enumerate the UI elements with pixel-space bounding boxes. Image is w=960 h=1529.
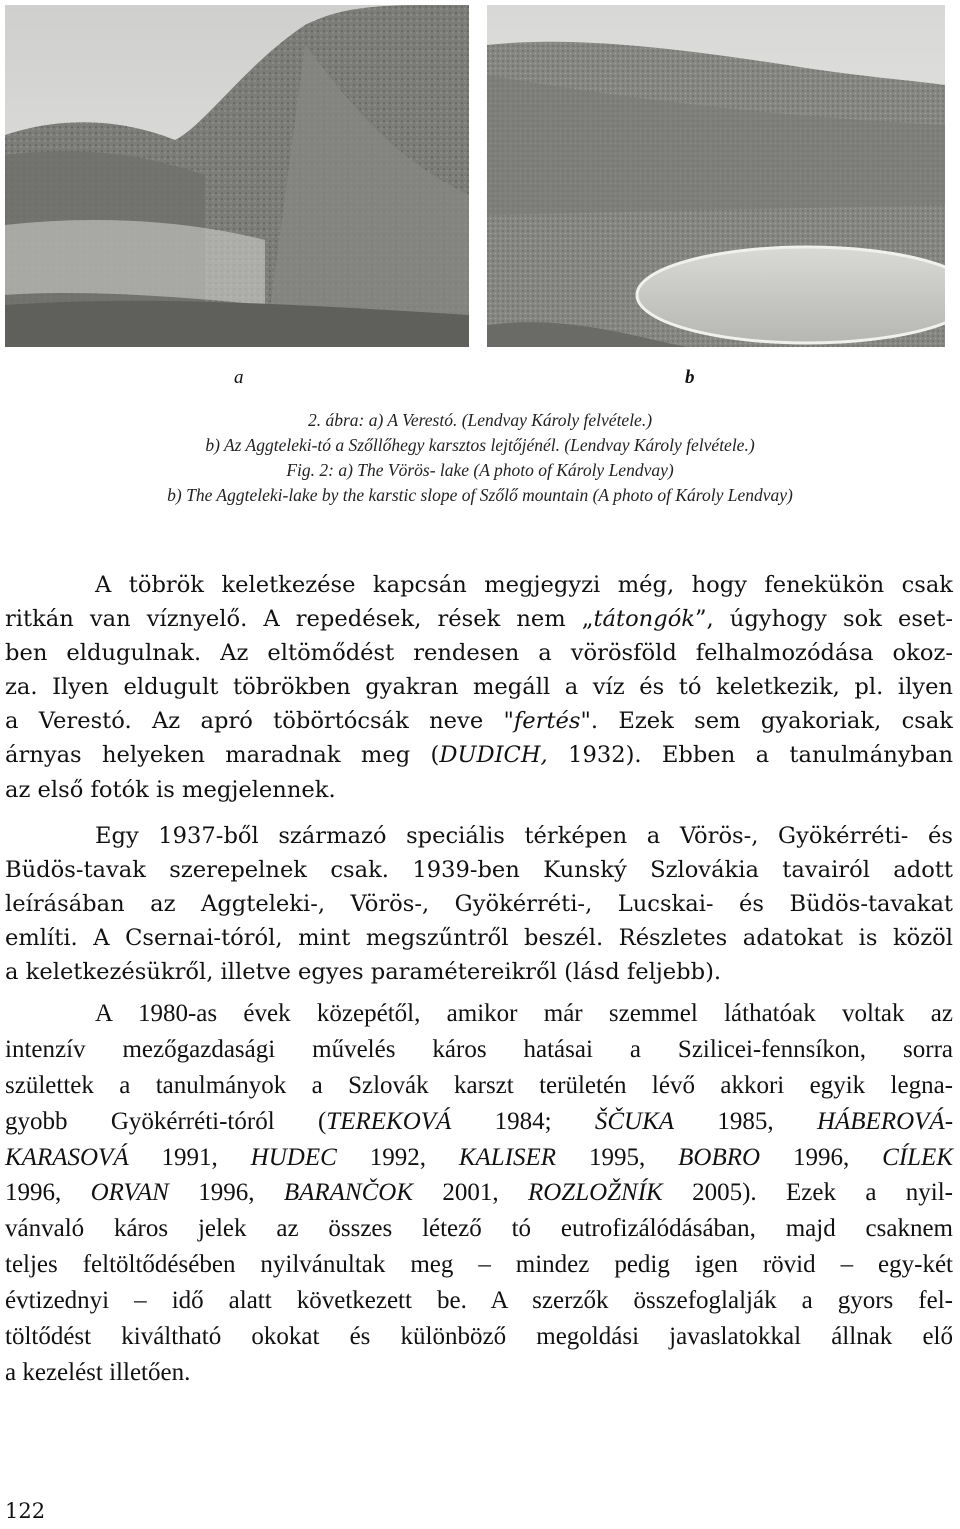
text-line: vánvaló káros jelek az összes létező tó eutrofizálódásában, majd csaknem xyxy=(5,1215,953,1243)
text-line: az első fotók is megjelennek. xyxy=(5,776,336,803)
paragraph-2 xyxy=(5,819,953,989)
text-line: leírásában az Aggteleki-, Vörös-, Gyökérréti-, Lucskai- és Büdös-tavakat xyxy=(5,891,953,918)
panel-label-b: b xyxy=(685,367,695,388)
photo-aggteleki-lake xyxy=(487,5,945,347)
text-line: Egy 1937-ből származó speciális térképen a Vörös-, Gyökérréti- és xyxy=(95,823,953,849)
page-number: 122 xyxy=(5,1499,46,1523)
paragraph-3 xyxy=(5,996,953,1391)
text-line: intenzív mezőgazdasági művelés káros hatásai a Szilicei-fennsíkon, sorra xyxy=(5,1035,953,1063)
figure-caption-hu-2: b) Az Aggteleki-tó a Szőllőhegy karsztos lejtőjénél. (Lendvay Károly felvétele.) xyxy=(205,435,755,455)
photo-verestó xyxy=(5,5,469,347)
text-line: ritkán van víznyelő. A repedések, rések nem „tátongók”, úgyhogy sok eset- xyxy=(5,606,953,633)
text-line: a kezelést illetően. xyxy=(5,1358,191,1386)
photo-b-image xyxy=(487,5,945,347)
text-line: árnyas helyeken maradnak meg (DUDICH, 1932). Ebben a tanulmányban xyxy=(5,742,953,769)
text-line: KARASOVÁ 1991, HUDEC 1992, KALISER 1995, BOBRO 1996, CÍLEK xyxy=(5,1143,954,1171)
panel-label-a: a xyxy=(234,367,244,388)
text-line: évtizednyi – idő alatt következett be. A szerzők összefoglalják a gyors fel- xyxy=(5,1287,953,1315)
figure-caption-hu-1: 2. ábra: a) A Verestó. (Lendvay Károly felvétele.) xyxy=(307,410,653,430)
text-line: töltődést kiváltható okokat és különböző megoldási javaslatokkal állnak elő xyxy=(5,1323,953,1351)
text-line: a keletkezésükről, illetve egyes paramétereikről (lásd feljebb). xyxy=(5,959,722,986)
text-line: a Verestó. Az apró töbörtócsák neve "fertés". Ezek sem gyakoriak, csak xyxy=(5,708,953,735)
text-line: említi. A Csernai-tóról, mint megszűntről beszél. Részletes adatokat is közöl xyxy=(5,925,953,952)
text-line: születtek a tanulmányok a Szlovák karszt területén lévő akkori egyik legna- xyxy=(5,1071,953,1099)
paragraph-1 xyxy=(5,568,953,807)
text-line: A 1980-as évek közepétől, amikor már szemmel láthatóak voltak az xyxy=(95,1000,953,1027)
text-line: ben eldugulnak. Az eltömődést rendesen a vörösföld felhalmozódása okoz- xyxy=(5,640,953,667)
text-line: 1996, ORVAN 1996, BARANČOK 2001, ROZLOŽNÍK 2005). Ezek a nyil- xyxy=(5,1179,954,1207)
photo-a-image xyxy=(5,5,469,347)
figure-caption-en-2: b) The Aggteleki-lake by the karstic slope of Szőlő mountain (A photo of Károly Lendvay) xyxy=(167,485,793,505)
text-line: teljes feltöltődésében nyilvánultak meg – mindez pedig igen rövid – egy-két xyxy=(5,1251,953,1279)
text-line: gyobb Gyökérréti-tóról (TEREKOVÁ 1984; ŠČUKA 1985, HÁBEROVÁ- xyxy=(5,1107,954,1135)
text-line: za. Ilyen eldugult töbrökben gyakran megáll a víz és tó keletkezik, pl. ilyen xyxy=(5,674,953,701)
text-line: A töbrök keletkezése kapcsán megjegyzi még, hogy fenekükön csak xyxy=(95,572,953,598)
text-line: Büdös-tavak szerepelnek csak. 1939-ben Kunský Szlovákia tavairól adott xyxy=(5,857,953,884)
figure-caption-en-1: Fig. 2: a) The Vörös- lake (A photo of Károly Lendvay) xyxy=(286,460,674,480)
